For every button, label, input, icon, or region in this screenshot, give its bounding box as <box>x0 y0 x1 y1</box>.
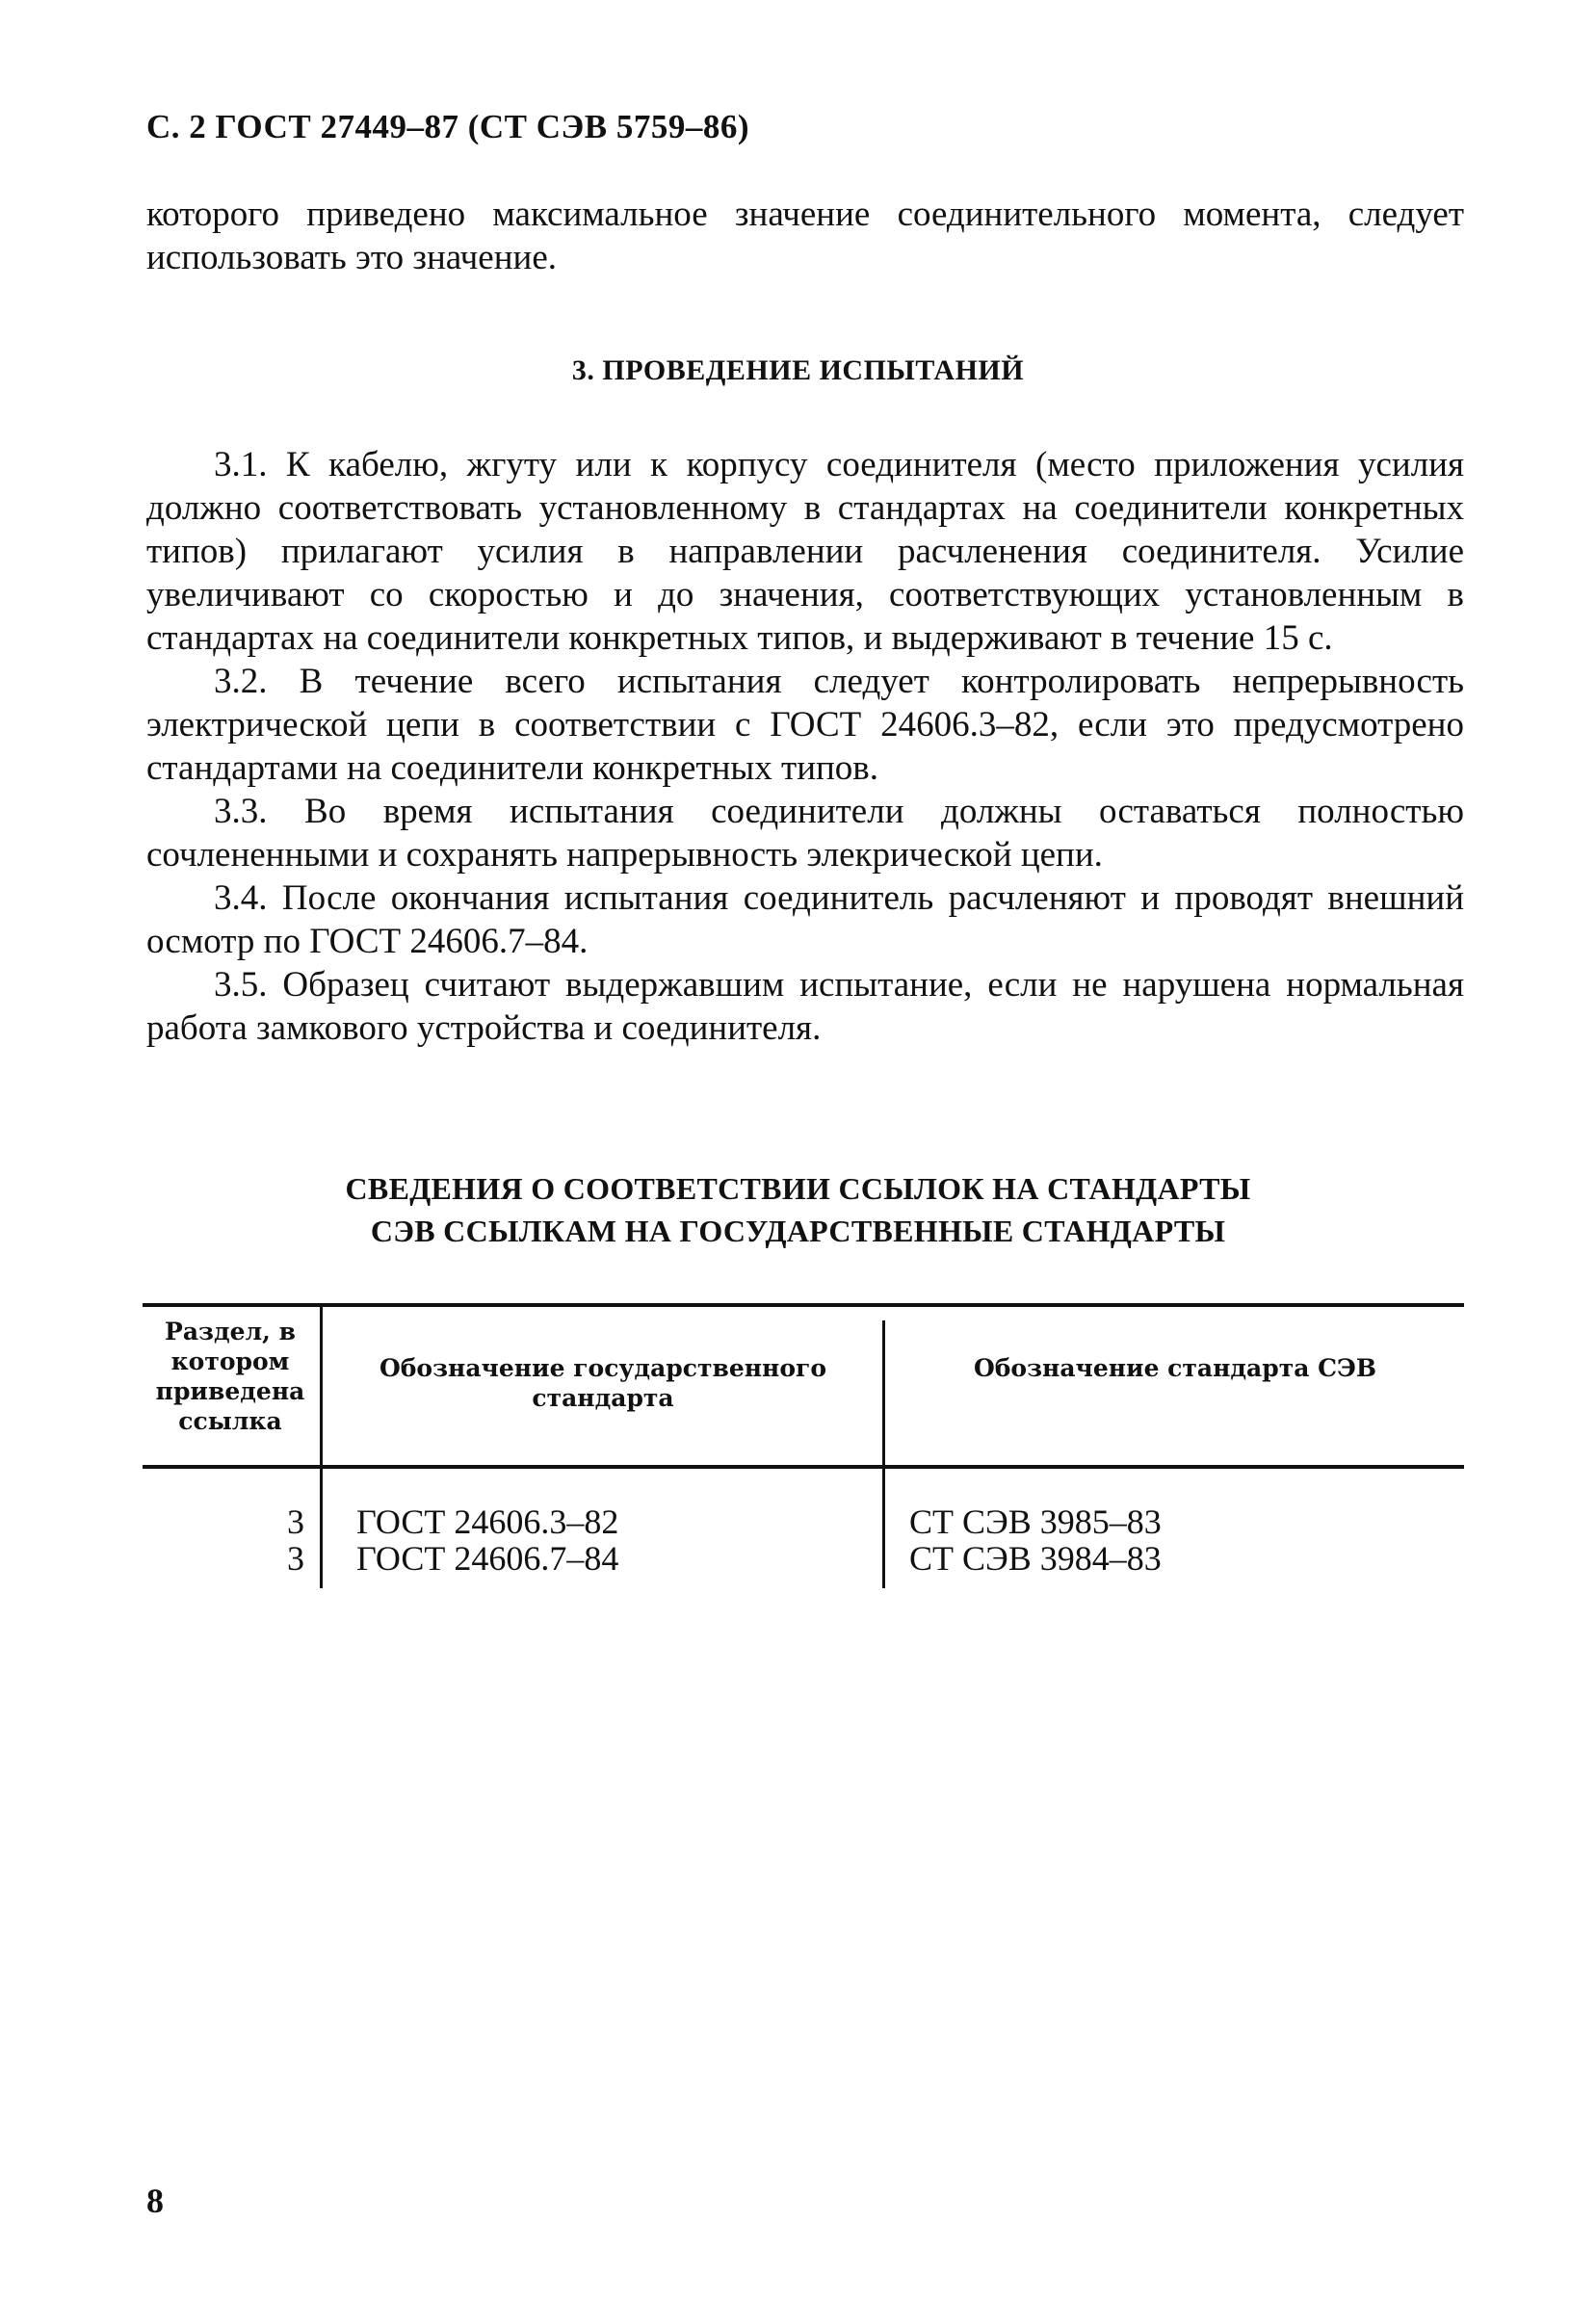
clause-3-3: 3.3. Во время испытания соединители должны оставаться полностью сочлененными и сохранять напрерывность элекрической цепи. <box>146 792 1464 875</box>
table-cell-state-standard: ГОСТ 24606.3–82 <box>356 1502 619 1541</box>
continuation-paragraph: которого приведено максимальное значение соединительного момента, следует использовать это значение. <box>146 195 1464 277</box>
column-header-section: Раздел, в котором приведена ссылка <box>155 1318 305 1435</box>
clauses-list <box>146 443 1464 1050</box>
references-title <box>0 1167 1596 1252</box>
table-cell-section: 3 <box>287 1502 304 1541</box>
page-header: С. 2 ГОСТ 27449–87 (СТ СЭВ 5759–86) <box>146 108 749 145</box>
clause-3-4: 3.4. После окончания испытания соединитель расчленяют и проводят внешний осмотр по ГОСТ 24606.7–84. <box>146 878 1464 961</box>
clause-3-5: 3.5. Образец считают выдержавшим испытание, если не нарушена нормальная работа замкового устройства и соединителя. <box>146 965 1464 1048</box>
table-column-divider-2 <box>882 1320 885 1588</box>
table-cell-cmea-standard: СТ СЭВ 3984–83 <box>909 1539 1162 1578</box>
column-header-cmea-standard: Обозначение стандарта СЭВ <box>973 1354 1377 1382</box>
table-header-rule <box>143 1465 1464 1469</box>
table-top-rule <box>143 1303 1464 1307</box>
column-header-state-standard: Обозначение государственного стандарта <box>379 1354 827 1412</box>
references-title-line-1: СВЕДЕНИЯ О СООТВЕТСТВИИ ССЫЛОК НА СТАНДАРТЫ <box>345 1171 1251 1206</box>
table-cell-state-standard: ГОСТ 24606.7–84 <box>356 1539 619 1578</box>
table-column-divider-1 <box>320 1307 323 1588</box>
clause-3-1: 3.1. К кабелю, жгуту или к корпусу соединителя (место приложения усилия должно соответствовать установленному в стандартах на соединители конкретных типов) прилагают усилия в направлении расчленения соединителя. Усилие увеличивают со скоростью и до значения, соответствующих установленным в стандартах на соединители конкретных типов, и выдерживают в течение 15 с. <box>146 445 1464 658</box>
references-title-line-2: СЭВ ССЫЛКАМ НА ГОСУДАРСТВЕННЫЕ СТАНДАРТЫ <box>370 1214 1226 1248</box>
page-number: 8 <box>146 2181 164 2220</box>
clause-3-2: 3.2. В течение всего испытания следует контролировать непрерывность электрической цепи в соответствии с ГОСТ 24606.3–82, если это предусмотрено стандартами на соединители конкретных типов. <box>146 662 1464 788</box>
table-cell-cmea-standard: СТ СЭВ 3985–83 <box>909 1502 1162 1541</box>
section-title: 3. ПРОВЕДЕНИЕ ИСПЫТАНИЙ <box>571 354 1025 386</box>
table-cell-section: 3 <box>287 1539 304 1578</box>
references-table <box>143 1303 1464 1588</box>
